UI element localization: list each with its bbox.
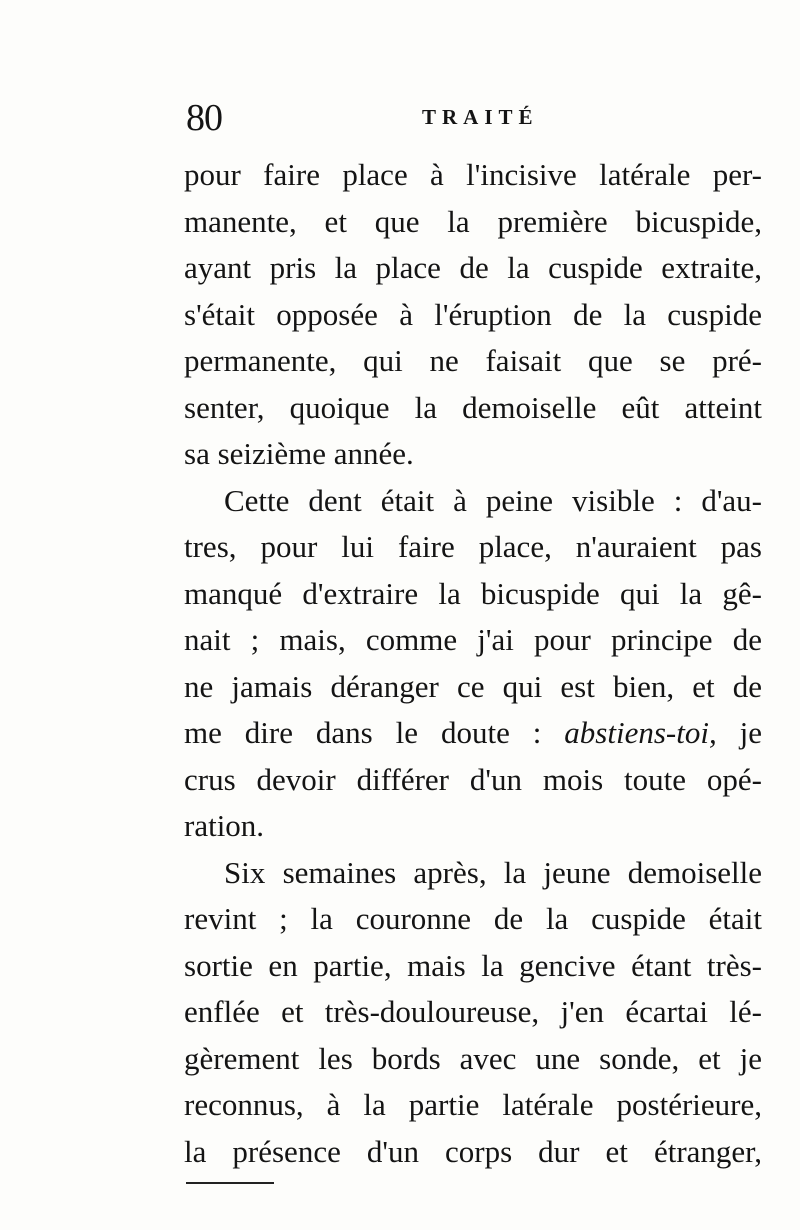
text-line: crus devoir différer d'un mois toute opé- — [184, 761, 762, 797]
text-segment: me dire dans le doute : — [184, 715, 542, 750]
text-line: ne jamais déranger ce qui est bien, et de — [184, 668, 762, 704]
text-line: sa seizième année. — [184, 436, 414, 471]
text-line: tres, pour lui faire place, n'auraient pas — [184, 529, 762, 564]
text-line: pour faire place à l'incisive latérale per- — [184, 157, 762, 192]
text-line: manente, et que la première bicuspide, — [184, 203, 762, 239]
text-line: Cette dent était à peine visible : d'au- — [224, 482, 762, 518]
text-line: s'était opposée à l'éruption de la cuspide — [184, 296, 762, 332]
italic-phrase: abstiens-toi, — [564, 715, 717, 750]
page-number: 80 — [186, 97, 222, 139]
text-line: enflée et très-douloureuse, j'en écartai lé- — [184, 994, 762, 1029]
text-line: permanente, qui ne faisait que se pré- — [184, 343, 762, 378]
text-segment: je — [739, 715, 762, 750]
text-line: nait ; mais, comme j'ai pour principe de — [184, 622, 762, 657]
text-line: gèrement les bords avec une sonde, et je — [184, 1040, 762, 1076]
text-line: manqué d'extraire la bicuspide qui la gê- — [184, 575, 762, 611]
text-line: senter, quoique la demoiselle eût atteint — [184, 389, 762, 425]
text-line: ayant pris la place de la cuspide extraite, — [184, 250, 762, 285]
body-text — [184, 152, 762, 1175]
page-header — [186, 96, 766, 140]
text-line: revint ; la couronne de la cuspide était — [184, 901, 762, 936]
running-head: TRAITÉ — [422, 105, 539, 129]
bottom-rule — [186, 1182, 274, 1184]
text-line: la présence d'un corps dur et étranger, — [184, 1133, 762, 1169]
text-line: Six semaines après, la jeune demoiselle — [224, 854, 762, 890]
text-line: ration. — [184, 808, 265, 843]
text-line: sortie en partie, mais la gencive étant très- — [184, 947, 762, 983]
text-line: reconnus, à la partie latérale postérieure, — [184, 1087, 762, 1122]
text-line-with-italic — [184, 710, 762, 757]
